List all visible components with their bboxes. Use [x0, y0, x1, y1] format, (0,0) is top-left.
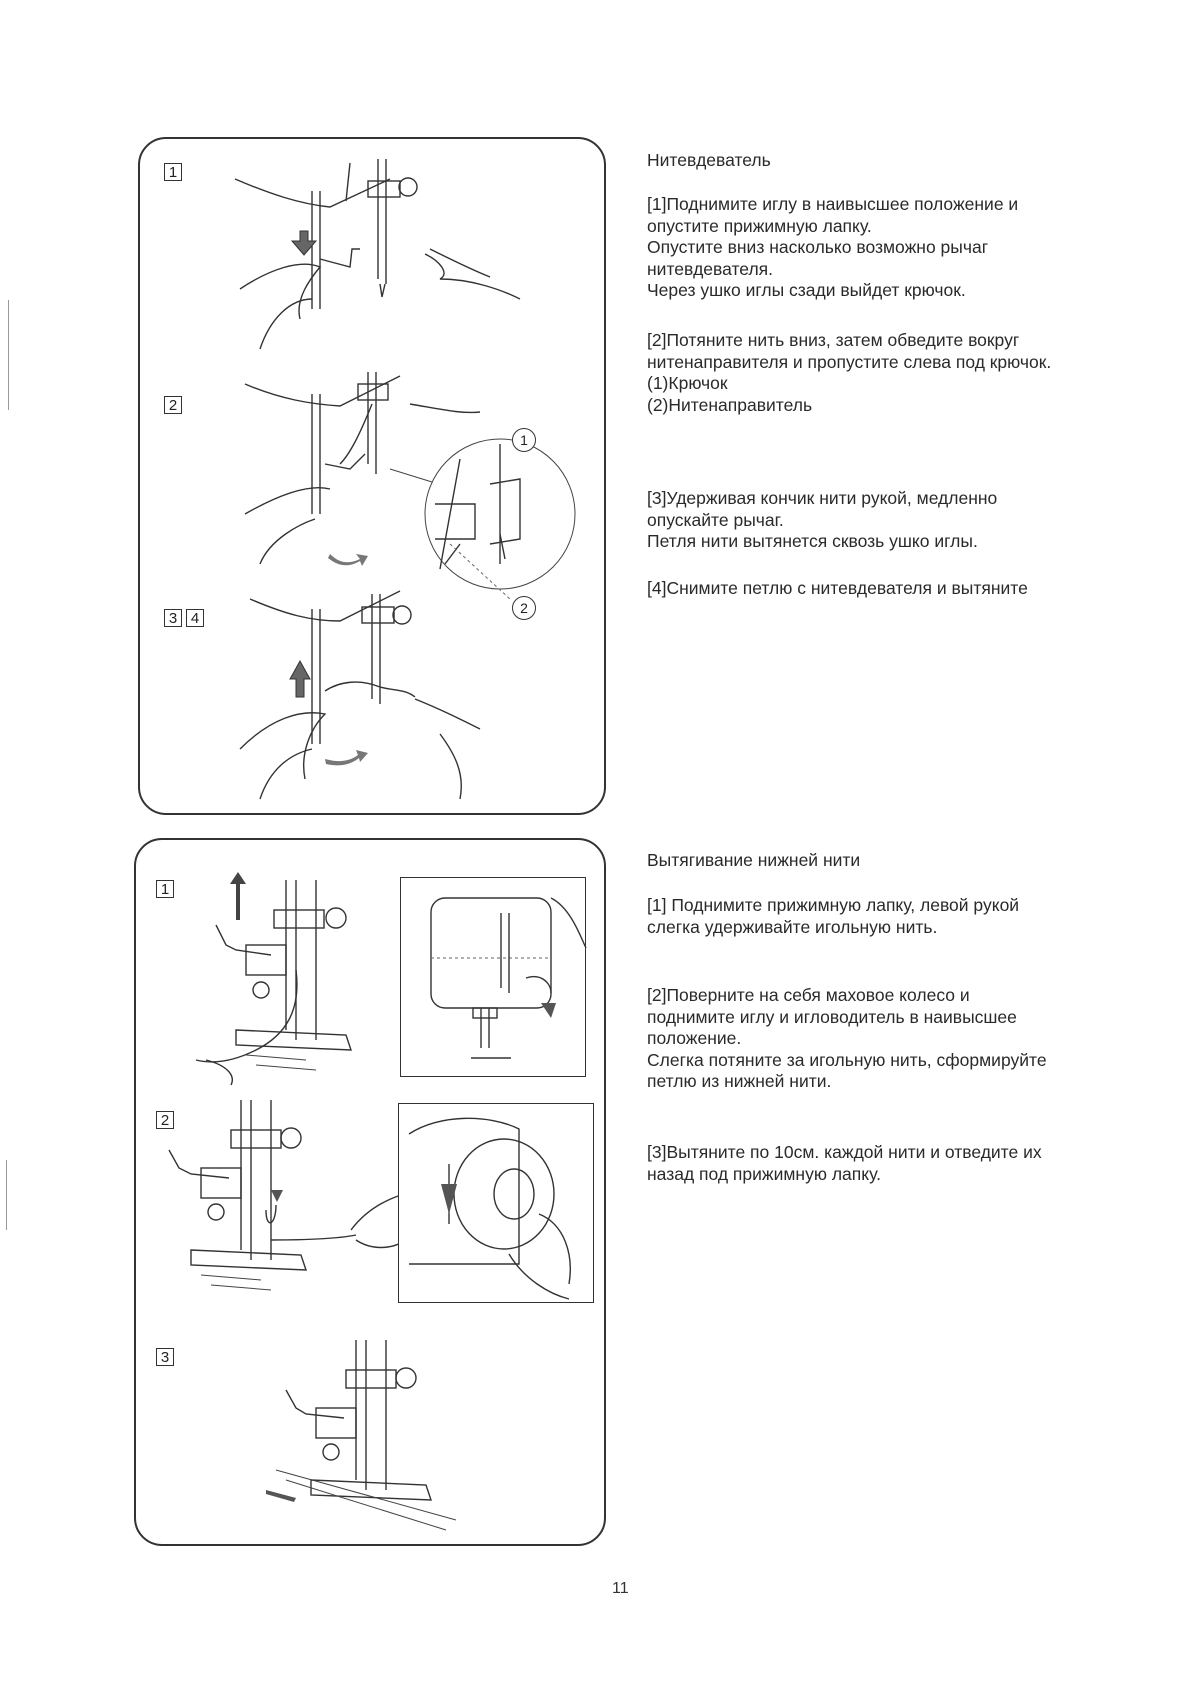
threader-step3-text — [647, 488, 997, 553]
bobbin-inset-machine-head — [400, 877, 586, 1077]
threader-step2-text — [647, 330, 1051, 416]
text-line: [3]Вытяните по 10см. каждой нити и отведите их — [647, 1142, 1042, 1162]
text-line: [2]Потяните нить вниз, затем обведите вокруг — [647, 330, 1020, 350]
handwheel-drawing — [399, 1104, 595, 1304]
step-label: 2 — [156, 1111, 174, 1129]
scan-mark — [6, 1160, 7, 1230]
threader-step4-text — [647, 578, 1028, 600]
text-line: [4]Снимите петлю с нитевдевателя и вытяните — [647, 578, 1028, 598]
bobbin-step1-text — [647, 895, 1019, 938]
callout-hook: 1 — [512, 428, 536, 452]
text-line: Петля нити вытянется сквозь ушко иглы. — [647, 531, 978, 551]
text-line: [1] Поднимите прижимную лапку, левой рукой — [647, 895, 1020, 915]
bobbin-step2-presser-foot — [151, 1090, 411, 1320]
threader-heading: Нитевдеватель — [647, 150, 771, 170]
bobbin-step1-presser-foot — [176, 870, 396, 1090]
text-line: Слегка потяните за игольную нить, сформируйте — [647, 1049, 1047, 1070]
bobbin-inset-handwheel — [398, 1103, 594, 1303]
step-label: 1 — [156, 880, 174, 898]
machine-head-drawing — [401, 878, 587, 1078]
step-label: 4 — [186, 609, 204, 627]
text-line: Через ушко иглы сзади выйдет крючок. — [647, 280, 966, 300]
threader-step1-text — [647, 194, 1018, 302]
text-line: назад под прижимную лапку. — [647, 1163, 881, 1184]
text-line: нитенаправителя и пропустите слева под крючок. — [647, 351, 1052, 372]
text-line: Опустите вниз насколько возможно рычаг — [647, 237, 989, 257]
text-line: положение. — [647, 1028, 742, 1048]
bobbin-step2-text — [647, 985, 1047, 1093]
step-label: 1 — [164, 163, 182, 181]
text-line: (1)Крючок — [647, 373, 728, 393]
bobbin-heading: Вытягивание нижней нити — [647, 850, 861, 870]
step-label: 3 — [156, 1348, 174, 1366]
page-number: 11 — [612, 1580, 629, 1597]
scan-mark — [8, 300, 9, 410]
threader-illustration-panel — [138, 137, 606, 815]
text-line: нитевдевателя. — [647, 258, 774, 279]
callout-thread-guide: 2 — [512, 596, 536, 620]
text-line: поднимите иглу и игловодитель в наивысшее — [647, 1006, 1017, 1027]
text-line: петлю из нижней нити. — [647, 1071, 832, 1091]
text-line: опустите прижимную лапку. — [647, 215, 872, 236]
threader-step34-drawing — [200, 579, 580, 819]
text-line: [2]Поверните на себя маховое колесо и — [647, 985, 970, 1005]
step-label-pair — [164, 609, 204, 627]
text-line: [1]Поднимите иглу в наивысшее положение и — [647, 194, 1019, 214]
step-label: 3 — [164, 609, 182, 627]
text-line: слегка удерживайте игольную нить. — [647, 916, 938, 937]
bobbin-step3-text — [647, 1142, 1042, 1185]
threader-step1-drawing — [200, 149, 580, 369]
bobbin-step3-presser-foot — [256, 1330, 496, 1530]
text-line: [3]Удерживая кончик нити рукой, медленно — [647, 488, 998, 508]
step-label: 2 — [164, 396, 182, 414]
text-line: опускайте рычаг. — [647, 509, 784, 530]
text-line: (2)Нитенаправитель — [647, 394, 813, 415]
bobbin-illustration-panel — [134, 838, 606, 1546]
